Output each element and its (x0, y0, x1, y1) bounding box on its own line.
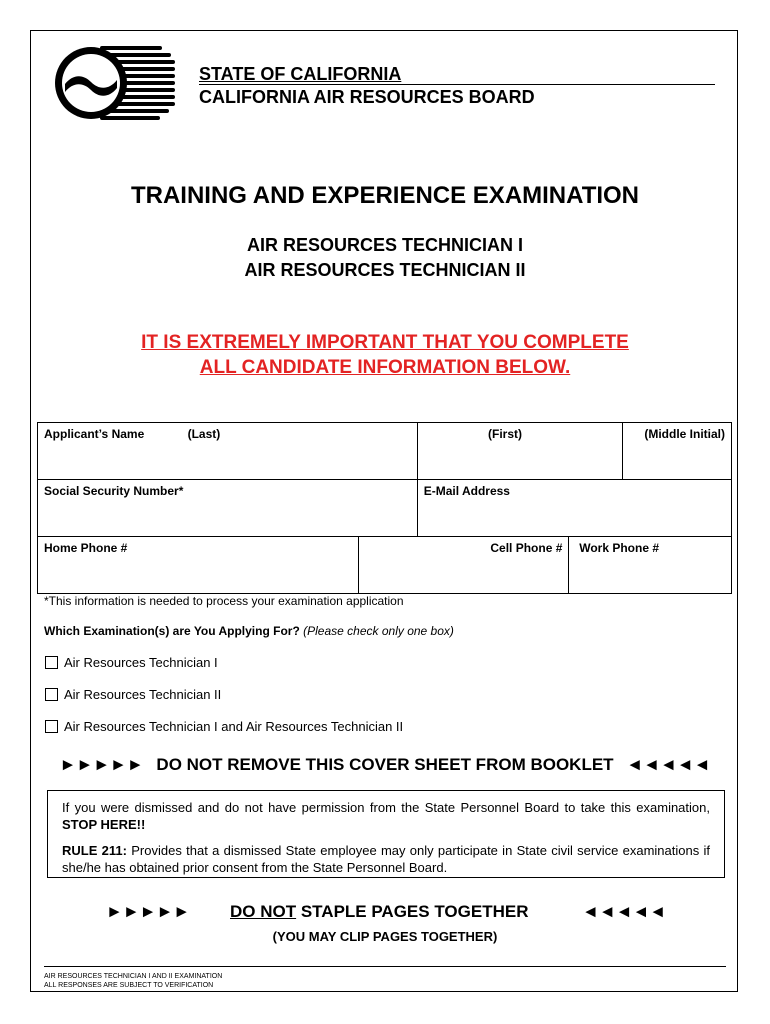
agency-name: CALIFORNIA AIR RESOURCES BOARD (199, 87, 535, 107)
do-not-text: DO NOT (230, 902, 297, 921)
agency-header (199, 63, 715, 109)
email-label: E-Mail Address (423, 484, 510, 498)
stop-notice-box (47, 790, 725, 878)
checkbox-technician-2[interactable] (45, 688, 58, 701)
home-phone-field[interactable] (38, 537, 359, 594)
exam-question-label: Which Examination(s) are You Applying For? (44, 624, 300, 638)
ssn-field[interactable] (38, 480, 418, 537)
rule-211-text: Provides that a dismissed State employee may only participate in State civil service examinations if she/he has obtained prior consent from the State Personnel Board. (62, 843, 711, 875)
ssn-label: Social Security Number* (44, 484, 184, 498)
exam-option-technician-2 (45, 687, 221, 702)
left-arrows-icon: ◄◄◄◄◄ (626, 755, 711, 774)
dismissed-paragraph (62, 799, 710, 833)
rule-211-paragraph (62, 842, 710, 876)
footer-rule (44, 966, 726, 967)
clip-notice: (YOU MAY CLIP PAGES TOGETHER) (272, 929, 498, 944)
footer (44, 972, 222, 990)
subtitle-technician-2: AIR RESOURCES TECHNICIAN II (244, 260, 526, 280)
warning-notice (0, 330, 770, 380)
applicant-last-name-field[interactable] (38, 423, 418, 480)
staple-text: STAPLE PAGES TOGETHER (296, 902, 529, 921)
checkbox-both[interactable] (45, 720, 58, 733)
page-title: TRAINING AND EXPERIENCE EXAMINATION (130, 182, 640, 209)
staple-notice (230, 902, 528, 922)
dismissed-text: If you were dismissed and do not have permission from the State Personnel Board to take this examination, (62, 800, 710, 815)
home-phone-label: Home Phone # (44, 541, 128, 555)
option-label: Air Resources Technician I (64, 655, 218, 670)
cell-phone-field[interactable] (358, 537, 569, 594)
right-arrows-icon: ►►►►► (106, 902, 191, 921)
work-phone-field[interactable] (569, 537, 732, 594)
warning-line-2: ALL CANDIDATE INFORMATION BELOW. (199, 357, 571, 378)
left-arrows-icon: ◄◄◄◄◄ (582, 902, 667, 921)
exam-question-hint: (Please check only one box) (303, 624, 454, 638)
checkbox-technician-1[interactable] (45, 656, 58, 669)
banner-text: DO NOT REMOVE THIS COVER SHEET FROM BOOKLET (156, 755, 614, 774)
first-name-label: (First) (488, 427, 522, 441)
california-air-resources-board-logo (55, 44, 177, 122)
stop-here-text: STOP HERE!! (62, 817, 146, 832)
option-label: Air Resources Technician II (64, 687, 222, 702)
exam-option-both (45, 719, 403, 734)
last-name-label: (Last) (187, 427, 221, 441)
middle-initial-label: (Middle Initial) (644, 427, 725, 441)
ssn-note: *This information is needed to process your examination application (44, 594, 404, 608)
exam-question (44, 624, 454, 638)
header-rule (199, 84, 715, 85)
state-name: STATE OF CALIFORNIA (199, 64, 402, 84)
first-name-field[interactable] (417, 423, 622, 480)
right-arrows-icon: ►►►►► (59, 755, 144, 774)
applicant-name-label: Applicant’s Name (44, 427, 145, 441)
work-phone-label: Work Phone # (579, 541, 659, 555)
warning-line-1: IT IS EXTREMELY IMPORTANT THAT YOU COMPLETE (141, 332, 629, 353)
exam-option-technician-1 (45, 655, 218, 670)
footer-line-1: AIR RESOURCES TECHNICIAN I AND II EXAMINATION (44, 973, 223, 980)
middle-initial-field[interactable] (623, 423, 732, 480)
candidate-info-table (37, 422, 732, 594)
subtitle-technician-1: AIR RESOURCES TECHNICIAN I (246, 235, 524, 255)
cell-phone-label: Cell Phone # (490, 541, 563, 555)
rule-211-label: RULE 211: (62, 843, 127, 858)
email-field[interactable] (417, 480, 731, 537)
cover-sheet-banner (0, 755, 770, 775)
footer-line-2: ALL RESPONSES ARE SUBJECT TO VERIFICATION (44, 982, 214, 989)
option-label: Air Resources Technician I and Air Resources Technician II (64, 719, 404, 734)
